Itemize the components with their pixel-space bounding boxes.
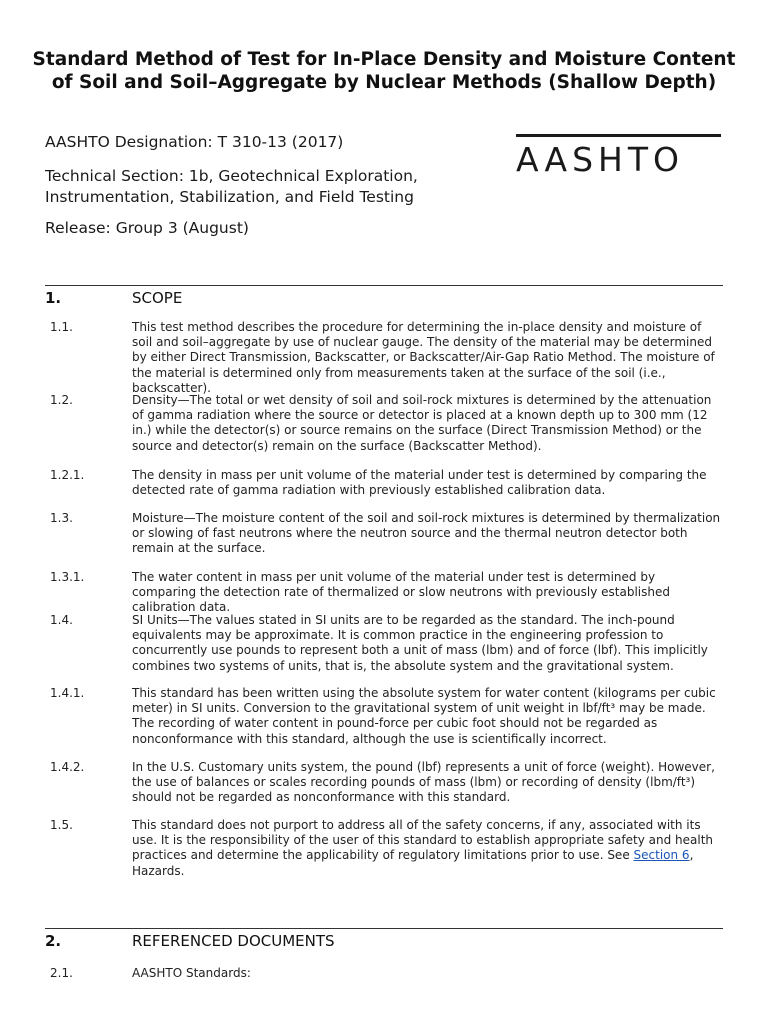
document-title: Standard Method of Test for In-Place Density and Moisture Content of Soil and Soil–Aggregate by Nuclear Methods (Shallow Depth) (32, 49, 736, 93)
release: Release: Group 3 (August) (45, 219, 249, 237)
item-number: 1.4.1. (50, 686, 85, 700)
section-title: SCOPE (132, 289, 183, 307)
section-title: REFERENCED DOCUMENTS (132, 932, 335, 950)
item-text: This test method describes the procedure for determining the in-place density and moisture of soil and soil–aggregate by use of nuclear gauge. The density of the material may be determined by either Direct Transmission, Backscatter, or Backscatter/Air-Gap Ratio Method. The moisture of the material is determined only from measurements taken at the surface of the soil (i.e., backscatter). (132, 320, 715, 395)
item-number: 1.1. (50, 320, 73, 334)
section-scope-heading (45, 285, 723, 307)
item-number: 2.1. (50, 966, 73, 980)
item-text-after: , Hazards. (132, 848, 694, 878)
technical-section: Technical Section: 1b, Geotechnical Exploration, Instrumentation, Stabilization, and Field Testing (45, 167, 418, 206)
item-number: 1.2. (50, 393, 73, 407)
item-text-before: This standard does not purport to address all of the safety concerns, if any, associated with its use. It is the responsibility of the user of this standard to establish appropriate safety and health practices and determine the applicability of regulatory limitations prior to use. See (132, 818, 714, 863)
item-text: Moisture—The moisture content of the soil and soil-rock mixtures is determined by thermalization or slowing of fast neutrons where the neutron source and the thermal neutron detector both remain at the surface. (132, 511, 721, 556)
section-number: 2. (45, 932, 62, 950)
item-text: In the U.S. Customary units system, the pound (lbf) represents a unit of force (weight). However, the use of balances or scales recording pounds of mass (lbm) or recording of density (lbm/ft³) should not be regarded as nonconformance with this standard. (132, 760, 715, 805)
section-number: 1. (45, 289, 62, 307)
item-text (132, 818, 722, 879)
item-text: SI Units—The values stated in SI units are to be regarded as the standard. The inch-pound equivalents may be approximate. It is common practice in the engineering profession to concurrently use pounds to represent both a unit of mass (lbm) and of force (lbf). This implicitly combines two systems of units, that is, the absolute system and the gravitational system. (132, 613, 708, 673)
item-number: 1.3.1. (50, 570, 85, 584)
item-number: 1.4. (50, 613, 73, 627)
item-number: 1.4.2. (50, 760, 85, 774)
item-text: The water content in mass per unit volume of the material under test is determined by comparing the detection rate of thermalized or slow neutrons with previously established calibration data. (132, 570, 671, 615)
logo-bar (516, 134, 721, 137)
item-number: 1.2.1. (50, 468, 85, 482)
section-referenced-documents-heading (45, 928, 723, 950)
item-text: This standard has been written using the absolute system for water content (kilograms per cubic meter) in SI units. Conversion to the gravitational system of unit weight in lbf/ft³ may be made. The recording of water content in pound-force per cubic foot should not be regarded as nonconformance with this standard, although the use is scientifically incorrect. (132, 686, 716, 746)
item-text: The density in mass per unit volume of the material under test is determined by comparing the detected rate of gamma radiation with previously established calibration data. (132, 468, 707, 498)
item-number: 1.3. (50, 511, 73, 525)
aashto-logo (516, 134, 724, 178)
section-6-link[interactable]: Section 6 (633, 848, 690, 863)
logo-text: AASHTO (516, 140, 684, 179)
item-number: 1.5. (50, 818, 73, 832)
designation: AASHTO Designation: T 310-13 (2017) (45, 133, 344, 151)
item-text: AASHTO Standards: (132, 966, 251, 980)
item-text: Density—The total or wet density of soil and soil-rock mixtures is determined by the attenuation of gamma radiation where the source or detector is placed at a known depth up to 300 mm (12 in.) while the detector(s) or source remains on the surface (Direct Transmission Method) or the source and detector(s) remain on the surface (Backscatter Method). (132, 393, 712, 453)
